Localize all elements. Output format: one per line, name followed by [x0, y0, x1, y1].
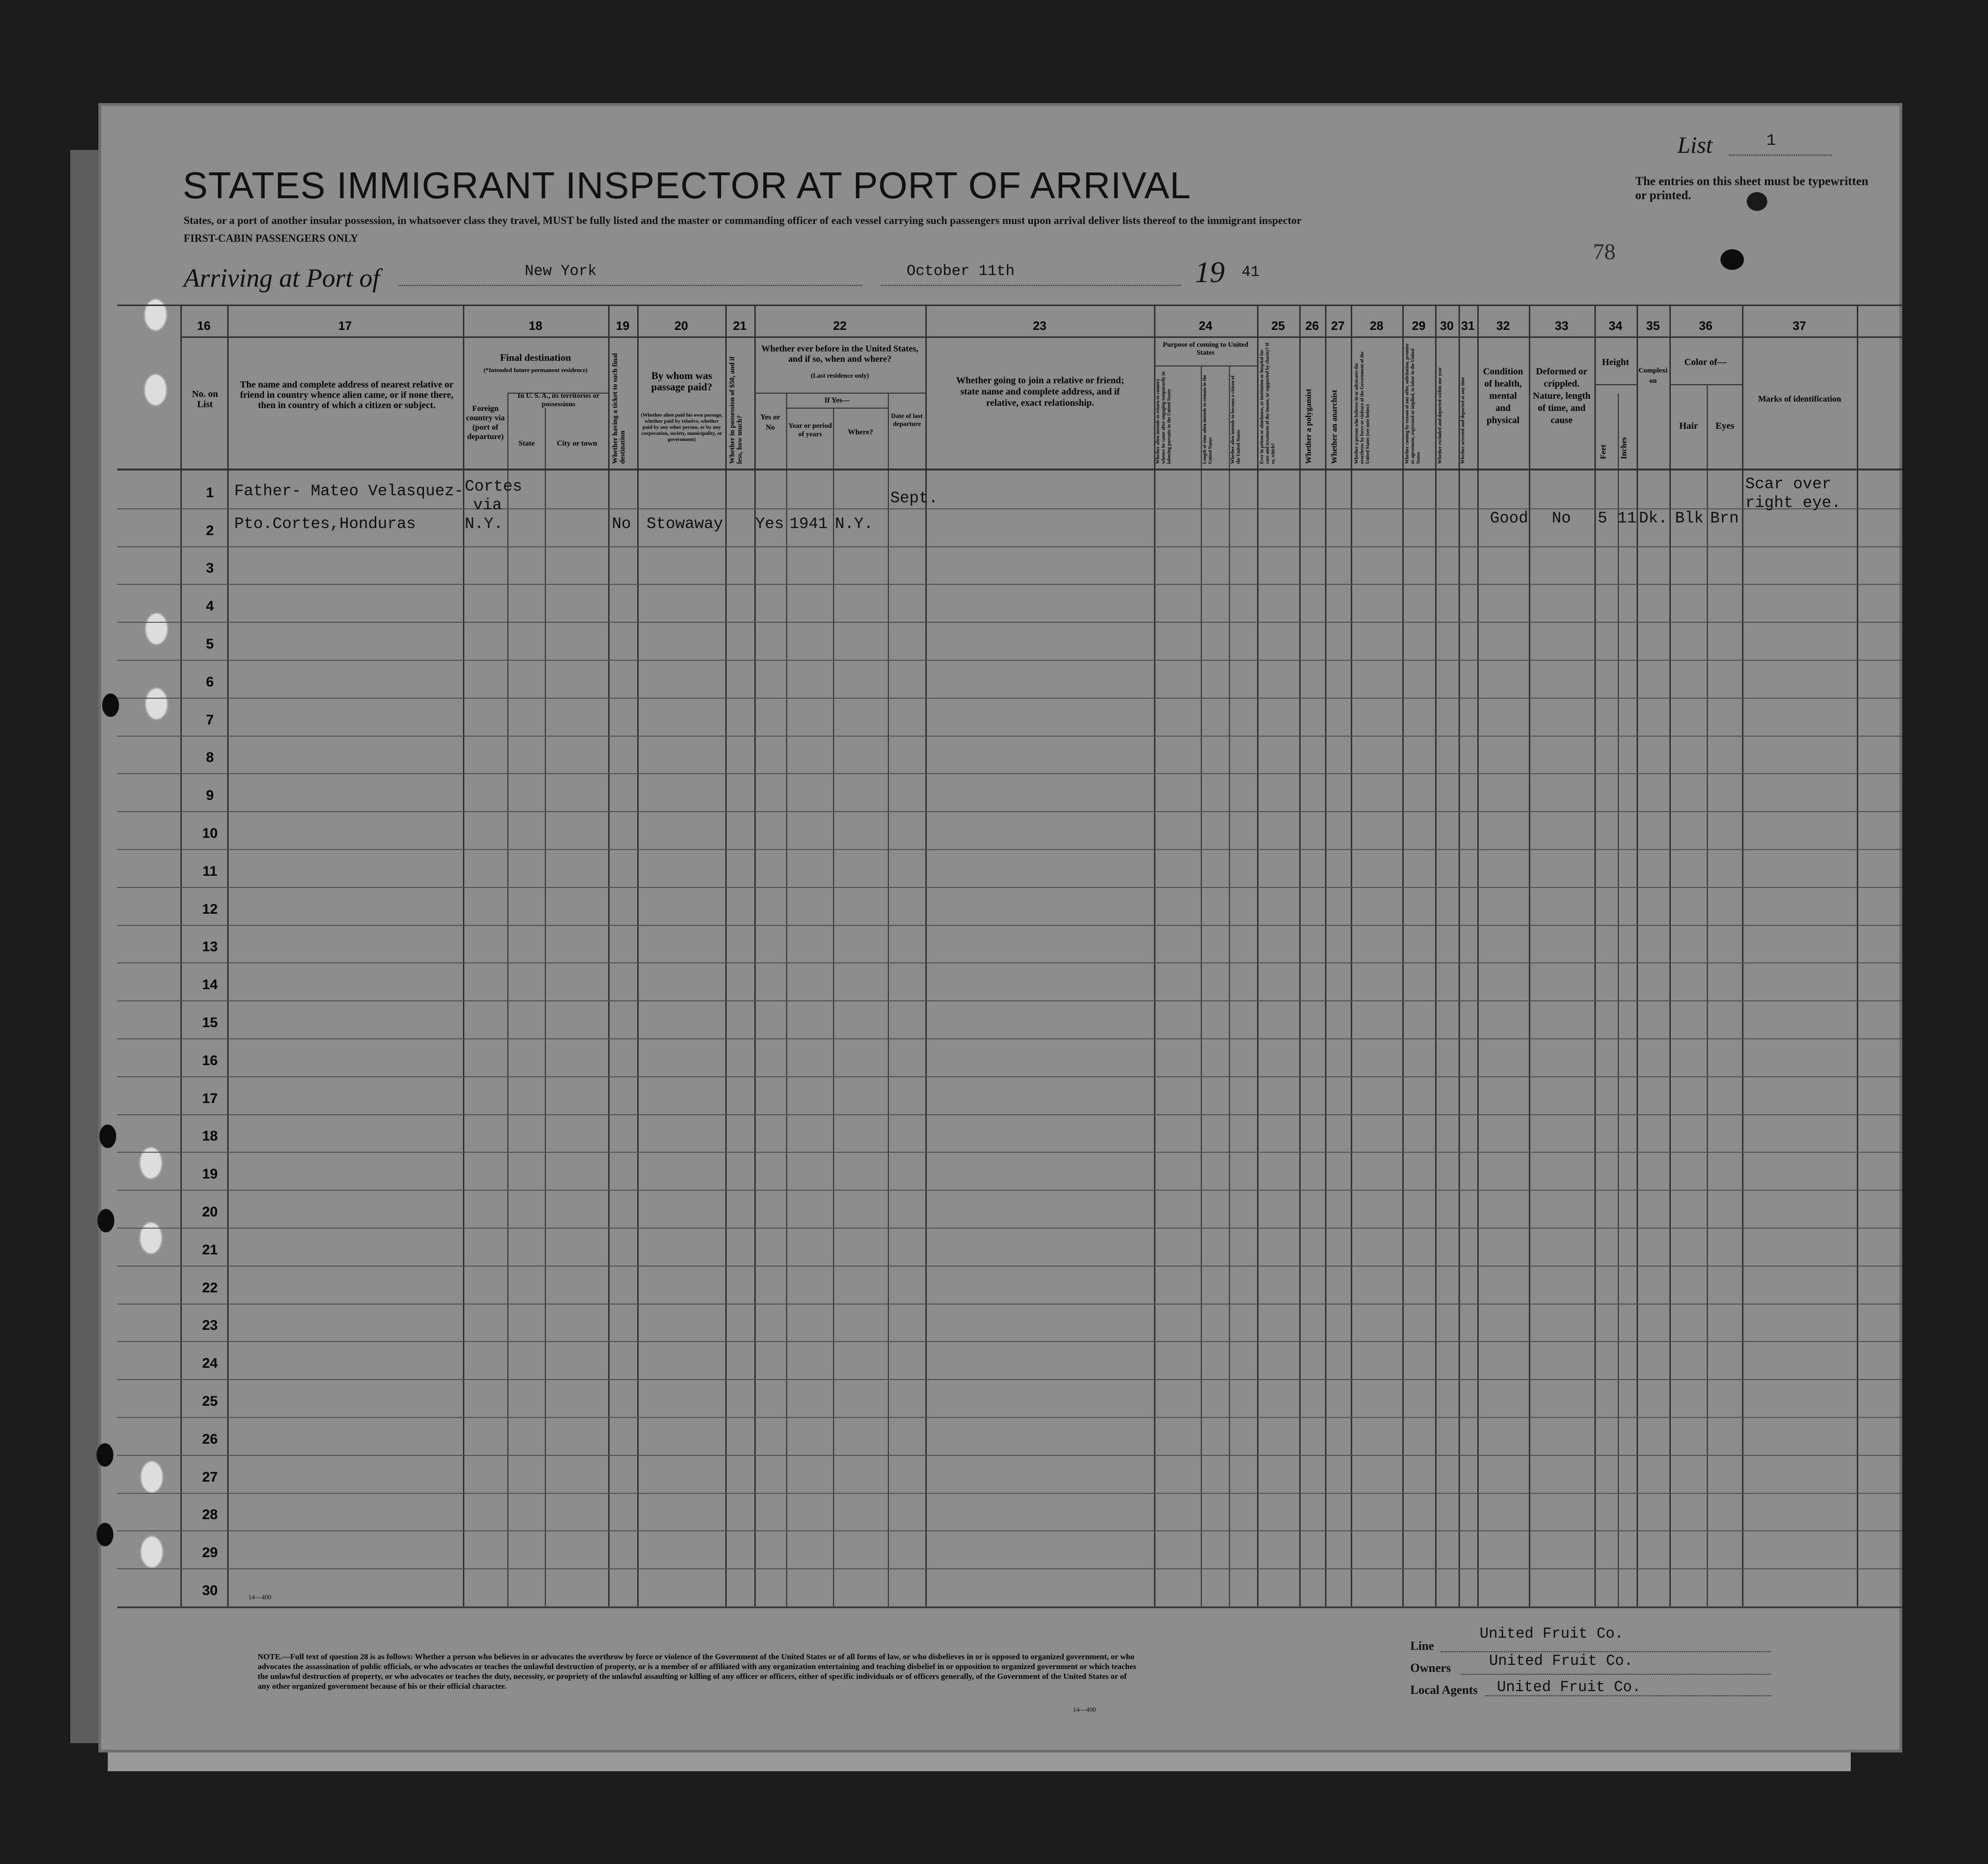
punch-hole — [97, 1523, 113, 1546]
col-divider — [1637, 305, 1638, 1607]
row-number: 17 — [202, 1090, 218, 1106]
list-number: 1 — [1766, 132, 1776, 150]
row-divider — [117, 849, 1902, 850]
col-number: 25 — [1271, 319, 1285, 333]
col-number: 18 — [529, 319, 543, 333]
header-year-period: Year or period of years — [788, 422, 832, 438]
col-divider — [888, 393, 889, 1607]
row-divider — [117, 1038, 1902, 1039]
col-number: 30 — [1440, 319, 1454, 333]
row-number: 30 — [202, 1583, 218, 1598]
header-purpose: Purpose of coming to United States — [1162, 341, 1249, 357]
row-divider — [117, 1493, 1902, 1494]
relative-line-1: Father- Mateo Velasquez- — [234, 483, 464, 500]
col-divider — [1857, 305, 1858, 1607]
marks-line-2: right eye. — [1745, 494, 1841, 512]
header-q28: Whether a person who believes in or advocates the overthrow by force or violence of the Government of the United States (see note below) — [1354, 351, 1370, 464]
row-number: 28 — [202, 1507, 218, 1523]
port-underline — [398, 285, 862, 286]
header-foreign-country: Foreign country via (port of departure) — [466, 404, 505, 441]
line-value: United Fruit Co. — [1480, 1625, 1624, 1642]
row-number: 7 — [206, 712, 214, 728]
header-bottom-border — [117, 469, 1902, 470]
header-where: Where? — [848, 428, 873, 436]
punch-hole — [146, 689, 167, 719]
date-underline — [881, 285, 1181, 286]
subheader-line — [1669, 384, 1742, 385]
row-number: 21 — [202, 1242, 218, 1258]
ink-blot — [1720, 249, 1744, 270]
col-number: 34 — [1608, 319, 1623, 333]
row-number: 24 — [202, 1356, 218, 1372]
header-money: Whether in possession of $50, and if less, how much? — [729, 356, 744, 464]
departure-value: Sept. — [890, 490, 938, 507]
punch-hole — [141, 1462, 162, 1492]
page-title: STATES IMMIGRANT INSPECTOR AT PORT OF ARRIVAL — [183, 164, 1191, 206]
header-purpose-sub: Length of time alien intends to remain in the United States — [1202, 375, 1213, 464]
row-number: 22 — [202, 1280, 218, 1296]
row-number: 8 — [206, 750, 214, 766]
row-divider — [117, 546, 1902, 547]
line-label: Line — [1410, 1639, 1434, 1653]
header-purpose-sub: Whether alien intends to become a citizen of the United States — [1230, 375, 1241, 464]
row-number: 15 — [202, 1015, 218, 1030]
foreign-line-3: N.Y. — [465, 515, 503, 533]
header-deformed: Deformed or crippled. Nature, length of time, and cause — [1533, 366, 1591, 425]
col-number: 16 — [197, 319, 211, 333]
col-divider — [1257, 305, 1258, 1607]
row-divider — [117, 1606, 1902, 1607]
list-label: List — [1677, 132, 1713, 158]
subtitle: States, or a port of another insular possession, in whatsoever class they travel, MUST be fully listed and the master or commanding officer of each vessel carrying such passengers must upon arrival deliver lists thereof to the immigrant inspector — [184, 215, 1302, 226]
feet-value: 5 — [1598, 510, 1608, 528]
where-value: N.Y. — [835, 515, 873, 533]
col-number: 23 — [1033, 319, 1047, 333]
col-divider — [1229, 365, 1230, 1607]
punch-hole — [102, 693, 119, 717]
col-divider — [545, 408, 546, 1607]
class-line: FIRST-CABIN PASSENGERS ONLY — [184, 232, 358, 244]
header-before-us: Whether ever before in the United States, and if so, when and where? — [761, 344, 919, 364]
table-top-border — [117, 305, 1902, 306]
row-divider — [117, 1455, 1902, 1456]
row-number: 13 — [202, 939, 218, 955]
col-number: 19 — [616, 319, 630, 333]
col-divider — [786, 393, 787, 1607]
row-divider — [117, 622, 1902, 623]
sheet-edge-bottom — [108, 1752, 1851, 1771]
header-color-of: Color of— — [1684, 357, 1727, 367]
row-divider — [117, 1417, 1902, 1418]
header-ticket: Whether having a ticket to such final destination — [611, 353, 626, 464]
year-value: 1941 — [789, 515, 828, 533]
row-number: 4 — [206, 598, 214, 614]
row-number: 3 — [206, 560, 214, 576]
condition-value: Good — [1490, 510, 1528, 528]
footer-note: NOTE.—Full text of question 28 is as follows: Whether a person who believes in or advocates the overthrow by force or violence of the Government of the United States or of all forms of law, or who disbelieves in or is opposed to organized government, or who advocates the assassination of public officials, or who advocates or teaches the unlawful destruction of property, or is a member of or affiliated with any organization entertaining and teaching disbelief in or opposition to organized government or which teaches the unlawful destruction of property, or who advocates or teaches the duty, necessity, or propriety of the unlawful assaulting or killing of any officer or officers, either of specific individuals or of officers generally, of the Government of the United States or of any other organized government because of his or their official character. — [258, 1652, 1137, 1691]
sheet-note: The entries on this sheet must be typewritten or printed. — [1635, 174, 1869, 202]
col-number: 29 — [1412, 319, 1426, 333]
row-number: 14 — [202, 977, 218, 993]
col-divider — [1325, 305, 1326, 1607]
header-passage-note: (Whether alien paid his own passage, whether paid by relative, whether paid by any other person, or by any corporation, society, municipality, or government) — [641, 412, 722, 442]
subheader-line — [1594, 384, 1637, 385]
row-number: 26 — [202, 1431, 218, 1447]
row-number: 10 — [202, 826, 218, 841]
eyes-value: Brn — [1710, 510, 1739, 528]
col-divider — [833, 408, 834, 1607]
subheader-line — [786, 408, 888, 409]
deformed-value: No — [1552, 510, 1571, 528]
col-divider — [754, 305, 756, 1607]
col-number: 33 — [1555, 319, 1569, 333]
col-divider — [507, 393, 508, 1607]
col-divider — [725, 305, 727, 1607]
row-divider — [117, 887, 1902, 888]
row-number: 2 — [206, 522, 214, 538]
foreign-line-2: via — [473, 497, 502, 514]
col-number: 24 — [1199, 319, 1213, 333]
complexion-value: Dk. — [1639, 510, 1668, 528]
header-final-destination: Final destination — [500, 352, 571, 363]
ink-blot — [1747, 192, 1767, 211]
marks-line-1: Scar over — [1745, 476, 1832, 493]
header-complexion: Complexion — [1638, 367, 1668, 385]
row-number: 18 — [202, 1128, 218, 1144]
header-feet: Feet — [1599, 444, 1608, 459]
foreign-line-1: Cortes — [465, 478, 522, 496]
col-number: 26 — [1305, 319, 1319, 333]
row-divider — [117, 1266, 1902, 1267]
col-number: 36 — [1699, 319, 1713, 333]
header-anarchist: Whether an anarchist — [1330, 389, 1339, 464]
row-number: 6 — [206, 674, 214, 690]
row-divider — [117, 1190, 1902, 1191]
header-q29: Whether coming by reason of any offer, solicitation, promise or agreement, expressed or implied, to labor in the United States — [1405, 343, 1421, 464]
row-number: 16 — [202, 1052, 218, 1068]
col-number: 28 — [1370, 319, 1384, 333]
relative-line-2: Pto.Cortes,Honduras — [234, 515, 416, 533]
ticket-value: No — [612, 515, 631, 533]
agents-value: United Fruit Co. — [1497, 1678, 1641, 1696]
col-divider — [1742, 305, 1743, 1607]
row-divider — [117, 773, 1902, 774]
col-divider — [1669, 305, 1671, 1607]
col-number: 20 — [674, 319, 688, 333]
row-divider — [117, 925, 1902, 926]
col-number: 31 — [1461, 319, 1475, 333]
row-number: 27 — [202, 1469, 218, 1485]
col-divider — [1299, 305, 1301, 1607]
col-number: 37 — [1793, 319, 1806, 333]
year-prefix: 19 — [1195, 255, 1225, 289]
col-divider — [1435, 305, 1437, 1607]
row-number: 19 — [202, 1166, 218, 1182]
passage-value: Stowaway — [647, 515, 723, 533]
header-condition: Condition of health, mental and physical — [1483, 366, 1523, 425]
owners-label: Owners — [1410, 1661, 1451, 1675]
arriving-label: Arriving at Port of — [184, 264, 380, 293]
punch-hole — [99, 1125, 116, 1148]
row-divider — [117, 698, 1902, 699]
owners-value: United Fruit Co. — [1489, 1652, 1633, 1670]
col-divider — [637, 305, 639, 1607]
header-if-yes: If Yes— — [824, 396, 850, 404]
punch-hole — [146, 614, 167, 644]
col-divider — [1402, 305, 1404, 1607]
row-divider — [117, 1568, 1902, 1569]
punch-hole — [97, 1443, 113, 1467]
row-divider — [117, 1152, 1902, 1153]
col-divider — [1594, 305, 1596, 1607]
subheader-line — [1154, 365, 1257, 366]
header-before-us-note: (Last residence only) — [811, 373, 869, 380]
header-prison: Ever in prison or almshouse, or institution or hospital for care and treatment of the insane, or supported by charity? If so, which? — [1259, 343, 1276, 464]
header-in-usa: In U. S. A., its territories or possessions — [517, 392, 600, 408]
header-relative: The name and complete address of nearest relative or friend in country whence alien came, or if none there, then in country of which a citizen or subject. — [240, 380, 454, 410]
header-hair: Hair — [1679, 421, 1698, 431]
col-number: 32 — [1496, 319, 1510, 333]
owners-rule — [1461, 1674, 1771, 1675]
col-divider — [1477, 305, 1479, 1607]
row-number: 23 — [202, 1318, 218, 1334]
stamp-number: 78 — [1593, 239, 1616, 264]
row-number: 20 — [202, 1204, 218, 1220]
col-number: 27 — [1331, 319, 1345, 333]
header-passage: By whom was passage paid? — [651, 370, 713, 393]
form-code-bottom: 14—400 — [1073, 1707, 1096, 1714]
row-divider — [117, 508, 1902, 509]
row-number: 12 — [202, 901, 218, 917]
header-city: City or town — [557, 440, 597, 447]
header-date-departure: Date of last departure — [891, 413, 923, 428]
form-code-left: 14—400 — [248, 1594, 271, 1601]
col-number: 35 — [1646, 319, 1660, 333]
row-divider — [117, 736, 1902, 737]
col-divider — [1154, 305, 1155, 1607]
row-number: 25 — [202, 1394, 218, 1409]
col-divider — [1529, 305, 1530, 1607]
inches-value: 11 — [1617, 510, 1637, 528]
row-number: 11 — [202, 863, 217, 879]
date-value: October 11th — [907, 262, 1015, 280]
row-divider — [117, 1530, 1902, 1531]
row-divider — [117, 1000, 1902, 1001]
header-marks: Marks of identification — [1758, 394, 1841, 403]
row-divider — [117, 1379, 1902, 1380]
col-number: 22 — [833, 319, 847, 333]
row-divider — [117, 584, 1902, 585]
row-divider — [117, 1228, 1902, 1229]
header-eyes: Eyes — [1715, 421, 1735, 431]
before-us-value: Yes — [755, 515, 784, 533]
header-purpose-sub: Whether alien intends to return to country whence he came after engaging temporarily in laboring pursuits in the United States — [1155, 372, 1172, 464]
manifest-sheet — [98, 103, 1902, 1752]
hair-value: Blk — [1675, 510, 1704, 528]
header-q31: Whether arrested and deported at any time — [1460, 377, 1466, 464]
row-divider — [117, 1076, 1902, 1077]
punch-hole — [141, 1537, 162, 1567]
row-number: 5 — [206, 636, 214, 652]
col-number: 17 — [338, 319, 352, 333]
col-divider — [1459, 305, 1460, 1607]
col-divider — [1201, 365, 1202, 1607]
row-divider — [117, 962, 1902, 963]
row-divider — [117, 811, 1902, 812]
subheader-line — [754, 393, 925, 394]
colnum-border — [180, 336, 1902, 338]
row-number: 29 — [202, 1545, 218, 1561]
header-final-destination-note: (*Intended future permanent residence) — [484, 366, 588, 373]
header-height: Height — [1602, 357, 1629, 367]
row-divider — [117, 1341, 1902, 1342]
header-polygamist: Whether a polygamist — [1304, 388, 1313, 464]
row-divider — [117, 1304, 1902, 1305]
row-number: 1 — [206, 485, 214, 500]
row-number: 9 — [206, 788, 214, 804]
col-divider — [1707, 384, 1708, 1607]
list-underline — [1729, 155, 1832, 156]
row-divider — [117, 1114, 1902, 1115]
header-q30: Whether excluded and deported within one year — [1437, 367, 1443, 464]
punch-hole — [145, 375, 166, 405]
port-value: New York — [525, 262, 597, 280]
header-no-on-list: No. on List — [192, 389, 218, 410]
header-yes-or-no: Yes or No — [760, 413, 781, 432]
row-divider — [117, 660, 1902, 661]
header-state: State — [518, 440, 535, 447]
header-inches: Inches — [1619, 437, 1628, 459]
punch-hole — [97, 1209, 114, 1232]
header-join-relative: Whether going to join a relative or friend; state name and complete address, and if relative, exact relationship. — [956, 375, 1124, 408]
col-divider — [1351, 305, 1352, 1607]
col-divider — [608, 305, 610, 1607]
col-number: 21 — [733, 319, 747, 333]
agents-label: Local Agents — [1410, 1683, 1478, 1697]
year-suffix: 41 — [1242, 263, 1260, 281]
